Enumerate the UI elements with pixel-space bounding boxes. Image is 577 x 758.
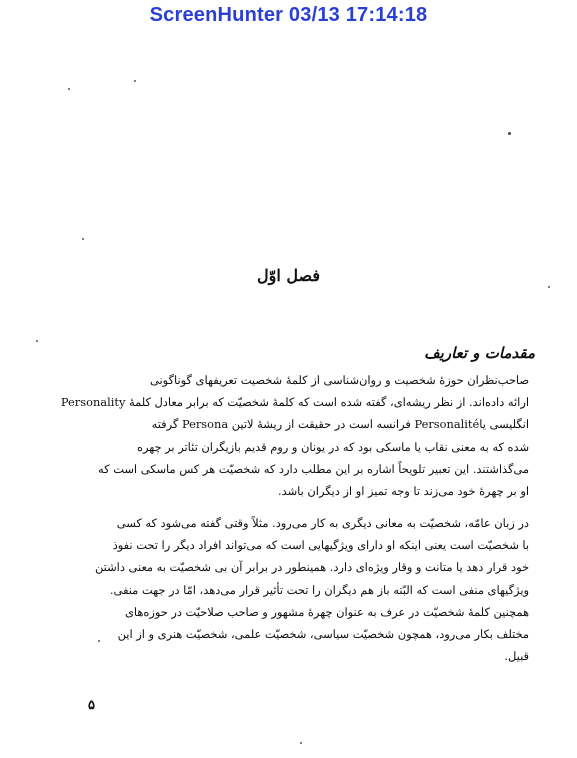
scan-speck [68, 88, 70, 90]
text-line: می‌گذاشتند. این تعبیر تلویحاً اشاره بر این مطلب دارد که شخصیّت هر کس ماسکی است که [98, 461, 529, 476]
paragraph-1 [43, 369, 529, 502]
scan-speck [134, 80, 136, 82]
scan-speck [82, 238, 84, 240]
text-line: انگلیسی یاPersonalité فرانسه است در حقیقت از ریشهٔ لاتین Persona گرفته [151, 417, 529, 432]
text-line: خود قرار دهد یا متانت و وقار ویژه‌ای دارد. همینطور در برابر آن بی شخصیّت به معنی داشتن [95, 560, 529, 575]
text-line: ویژگیهای منفی است که البّته باز هم دیگران را تحت تأثیر قرار می‌دهد، امّا در جهت منفی. [109, 582, 529, 597]
scan-speck [548, 286, 550, 288]
paragraph-2 [43, 512, 529, 667]
scan-speck [508, 132, 511, 135]
screenshot-banner: ScreenHunter 03/13 17:14:18 [149, 4, 428, 26]
text-line: همچنین کلمهٔ شخصیّت در عرف به عنوان چهرهٔ مشهور و صاحب صلاحیّت در حوزه‌های [124, 604, 529, 619]
scan-speck [300, 742, 302, 744]
text-line: در زبان عامّه، شخصیّت به معانی دیگری به کار می‌رود. مثلاً وقتی گفته می‌شود که کسی [116, 516, 529, 530]
text-line: مختلف بکار می‌رود، همچون شخصیّت سیاسی، شخصیّت علمی، شخصیّت هنری و از این [117, 627, 529, 642]
text-line: صاحب‌نظران حوزهٔ شخصیت و روان‌شناسی از کلمهٔ شخصیت تعریفهای گوناگونی [150, 373, 529, 387]
text-line: قبیل. [504, 649, 529, 664]
text-line: او بر چهرهٔ خود می‌زند تا وجه تمیز او از دیگران باشد. [278, 484, 529, 499]
chapter-title: فصل اوّل [256, 266, 320, 285]
text-line: با شخصیّت است یعنی اینکه او دارای ویژگیهایی است که می‌تواند افراد دیگر را تحت نفوذ [112, 538, 529, 553]
section-title: مقدمات و تعاریف [424, 344, 535, 362]
text-line: شده که به معنی نقاب یا ماسکی بود که در یونان و روم قدیم بازیگران تئاتر بر چهره [136, 439, 529, 454]
text-line: ارائه داده‌اند. از نظر ریشه‌ای، گفته شده است که کلمهٔ شخصیّت که برابر معادل کلمهٔ Personality [60, 395, 529, 410]
page-number: ۵ [88, 698, 95, 713]
scan-speck [36, 340, 38, 342]
